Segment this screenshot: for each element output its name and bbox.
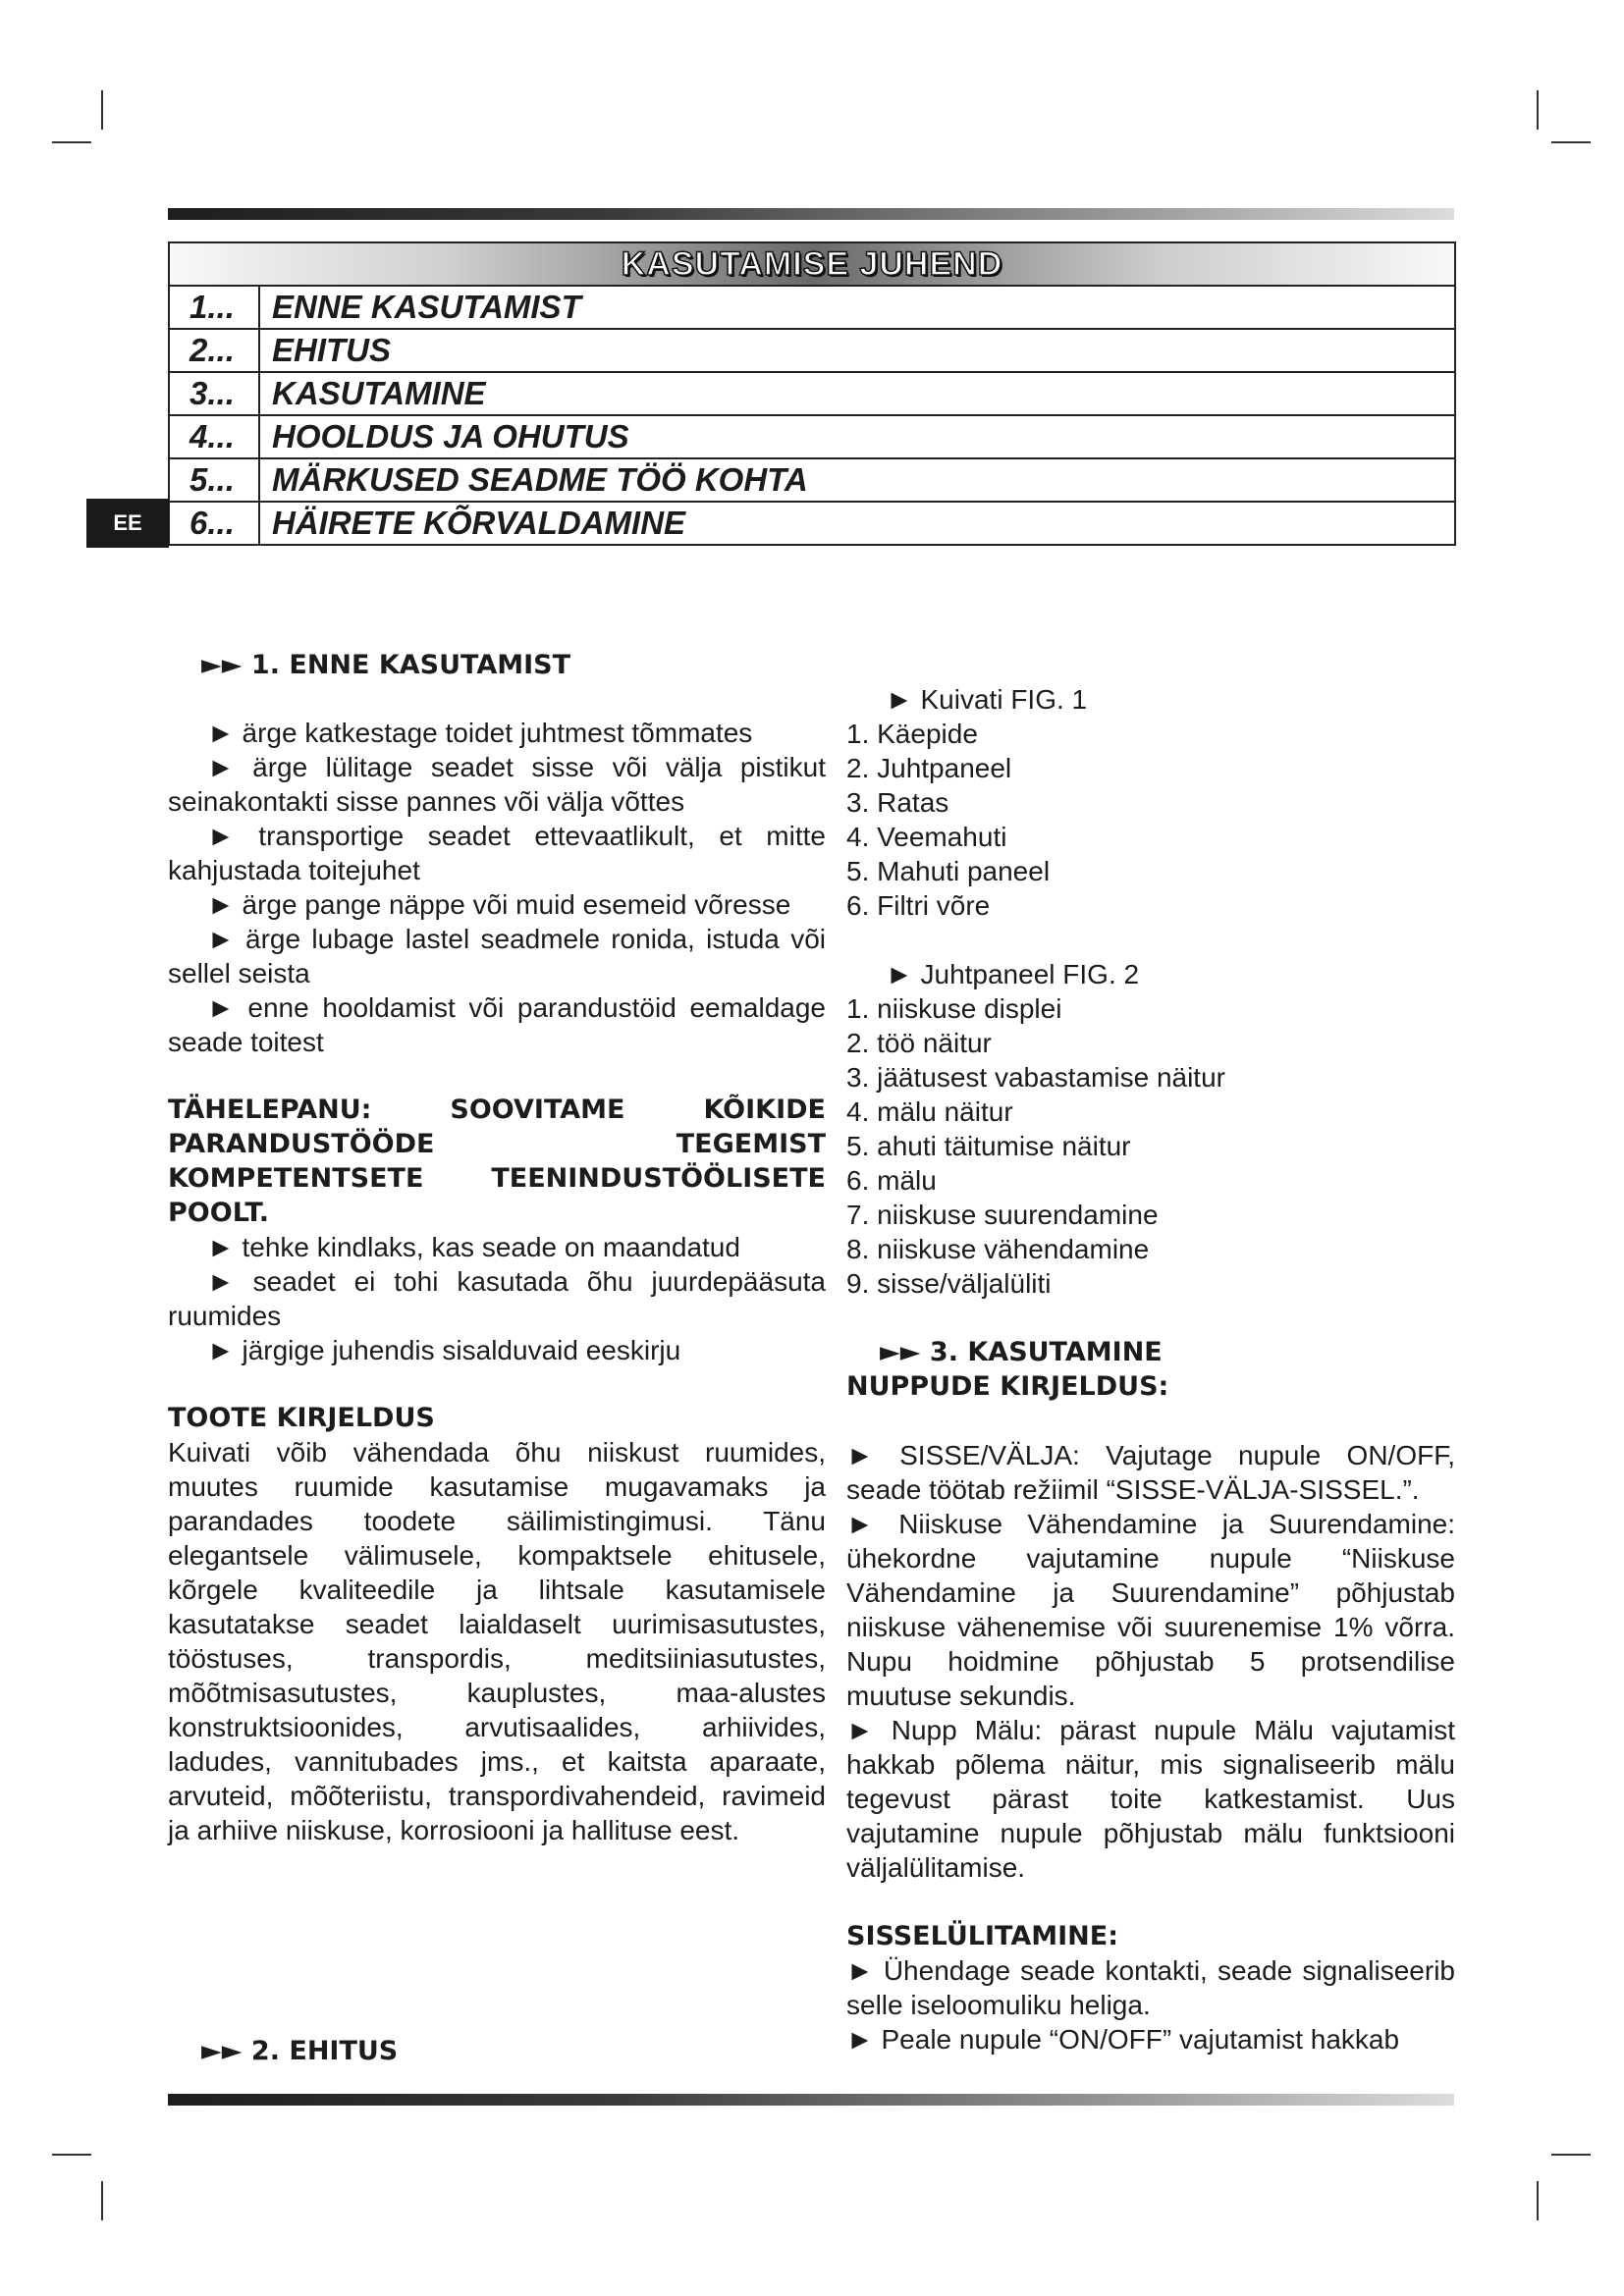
- language-tab: EE: [86, 499, 169, 548]
- top-gradient-bar: [168, 208, 1454, 220]
- switch-on-text: ► Ühendage seade kontakti, seade signaliseerib selle iseloomuliku heliga.: [846, 1955, 1455, 2020]
- toc-row: [170, 330, 1454, 373]
- toc-row: [170, 503, 1454, 544]
- toc-number: 6...: [170, 503, 260, 544]
- crop-mark: [1537, 90, 1539, 130]
- product-heading: TOOTE KIRJELDUS: [168, 1403, 435, 1433]
- fig1-item: 5. Mahuti paneel: [846, 856, 1051, 886]
- fig2-item: 1. niiskuse displei: [846, 993, 1062, 1024]
- fig2-item: 4. mälu näitur: [846, 1096, 1013, 1127]
- crop-mark: [52, 141, 91, 143]
- toc-row: [170, 287, 1454, 330]
- bullet-item: ► ärge lülitage seadet sisse või välja pistikut seinakontakti sisse pannes või välja võttes: [168, 752, 826, 817]
- fig2-title: ► Juhtpaneel FIG. 2: [886, 959, 1140, 989]
- fig1-item: 3. Ratas: [846, 787, 949, 818]
- toc-entry: HÄIRETE KÕRVALDAMINE: [272, 505, 686, 541]
- fig2-item: 5. ahuti täitumise näitur: [846, 1131, 1131, 1161]
- crop-mark: [1537, 2181, 1539, 2220]
- fig2-item: 3. jäätusest vabastamise näitur: [846, 1062, 1225, 1093]
- bullet-item: ► ärge lubage lastel seadmele ronida, istuda või sellel seista: [168, 924, 826, 988]
- toc-row: [170, 416, 1454, 459]
- bottom-gradient-bar: [168, 2094, 1454, 2106]
- bullet-item: ► seadet ei tohi kasutada õhu juurdepääsuta ruumides: [168, 1266, 826, 1331]
- crop-mark: [101, 2181, 103, 2220]
- fig1-item: 2. Juhtpaneel: [846, 753, 1012, 783]
- bullet-item: ► transportige seadet ettevaatlikult, et mitte kahjustada toitejuhet: [168, 821, 826, 885]
- toc-table: [168, 241, 1456, 546]
- section-3-heading: ►► 3. KASUTAMINE: [880, 1337, 1163, 1367]
- fig2-item: 6. mälu: [846, 1165, 937, 1196]
- buttons-heading: NUPPUDE KIRJELDUS:: [846, 1371, 1169, 1402]
- toc-number: 2...: [170, 330, 260, 371]
- left-column: [168, 648, 826, 1847]
- section-1-heading: ►► 1. ENNE KASUTAMIST: [201, 650, 571, 680]
- crop-mark: [1551, 141, 1591, 143]
- fig1-item: 4. Veemahuti: [846, 822, 1007, 852]
- toc-entry: MÄRKUSED SEADME TÖÖ KOHTA: [272, 461, 808, 498]
- switch-on-heading: SISSELÜLITAMINE:: [846, 1921, 1119, 1951]
- warning-text: TÄHELEPANU: SOOVITAME KÕIKIDE PARANDUSTÖÖDE TEGEMIST KOMPETENTSETE TEENINDUSTÖÖLISETE POOLT.: [168, 1095, 826, 1228]
- switch-on-text: ► Peale nupule “ON/OFF” vajutamist hakkab: [846, 2024, 1400, 2055]
- product-description: Kuivati võib vähendada õhu niiskust ruumides, muutes ruumide kasutamise mugavamaks ja parandades toodete säilimistingimusi. Tänu elegantsele välimusele, kompaktsele ehitusele, kõrgele kvaliteedile ja lihtsale kasutamisele kasutatakse seadet laialdaselt uurimisasutustes, tööstuses, transpordis, meditsiiniasutustes, mõõtmisasutustes, kauplustes, maa-alustes konstruktsioonides, arvutisaalides, arhiivides, ladudes, vannitubades jms., et kaitsta aparaate, arvuteid, mõõteriistu, transpordivahendeid, ravimeid ja arhiive niiskuse, korrosiooni ja hallituse eest.: [168, 1437, 826, 1845]
- section-2-heading: ►► 2. EHITUS: [201, 2036, 399, 2066]
- toc-entry: ENNE KASUTAMIST: [272, 289, 581, 325]
- toc-header: [170, 243, 1454, 287]
- fig2-item: 9. sisse/väljalüliti: [846, 1268, 1052, 1299]
- fig1-item: 6. Filtri võre: [846, 890, 991, 921]
- toc-number: 3...: [170, 373, 260, 414]
- right-column: [846, 682, 1455, 2056]
- toc-entry: KASUTAMINE: [272, 375, 486, 411]
- toc-title: KASUTAMISE JUHEND: [621, 245, 1003, 283]
- toc-number: 4...: [170, 416, 260, 457]
- crop-mark: [101, 90, 103, 130]
- bullet-item: ► enne hooldamist või parandustöid eemaldage seade toitest: [168, 992, 826, 1057]
- crop-mark: [52, 2154, 91, 2156]
- bullet-item: ► järgige juhendis sisalduvaid eeskirju: [207, 1335, 681, 1365]
- button-description: ► Nupp Mälu: pärast nupule Mälu vajutamist hakkab põlema näitur, mis signaliseerib mälu tegevust pärast toite katkestamist. Uus vajutamine nupule põhjustab mälu funktsiooni väljalülitamise.: [846, 1715, 1455, 1883]
- toc-entry: HOOLDUS JA OHUTUS: [272, 418, 629, 454]
- crop-mark: [1551, 2154, 1591, 2156]
- bullet-item: ► tehke kindlaks, kas seade on maandatud: [207, 1232, 740, 1262]
- fig2-item: 8. niiskuse vähendamine: [846, 1234, 1150, 1264]
- fig2-item: 7. niiskuse suurendamine: [846, 1200, 1159, 1230]
- button-description: ► Niiskuse Vähendamine ja Suurendamine: ühekordne vajutamine nupule “Niiskuse Vähendamine ja Suurendamine” põhjustab niiskuse vähenemise või suurenemise 1% võrra. Nupu hoidmine põhjustab 5 protsendilise muutuse sekundis.: [846, 1509, 1455, 1711]
- toc-number: 1...: [170, 287, 260, 328]
- bullet-item: ► ärge pange näppe või muid esemeid võresse: [207, 889, 791, 920]
- button-description: ► SISSE/VÄLJA: Vajutage nupule ON/OFF, seade töötab režiimil “SISSE-VÄLJA-SISSEL.”.: [846, 1440, 1455, 1505]
- left-column-footer: [168, 2034, 826, 2068]
- fig1-item: 1. Käepide: [846, 719, 978, 749]
- toc-row: [170, 373, 1454, 416]
- toc-entry: EHITUS: [272, 332, 392, 368]
- toc-number: 5...: [170, 459, 260, 501]
- fig2-item: 2. töö näitur: [846, 1028, 992, 1058]
- toc-row: [170, 459, 1454, 503]
- bullet-item: ► ärge katkestage toidet juhtmest tõmmates: [207, 718, 753, 748]
- fig1-title: ► Kuivati FIG. 1: [886, 684, 1088, 715]
